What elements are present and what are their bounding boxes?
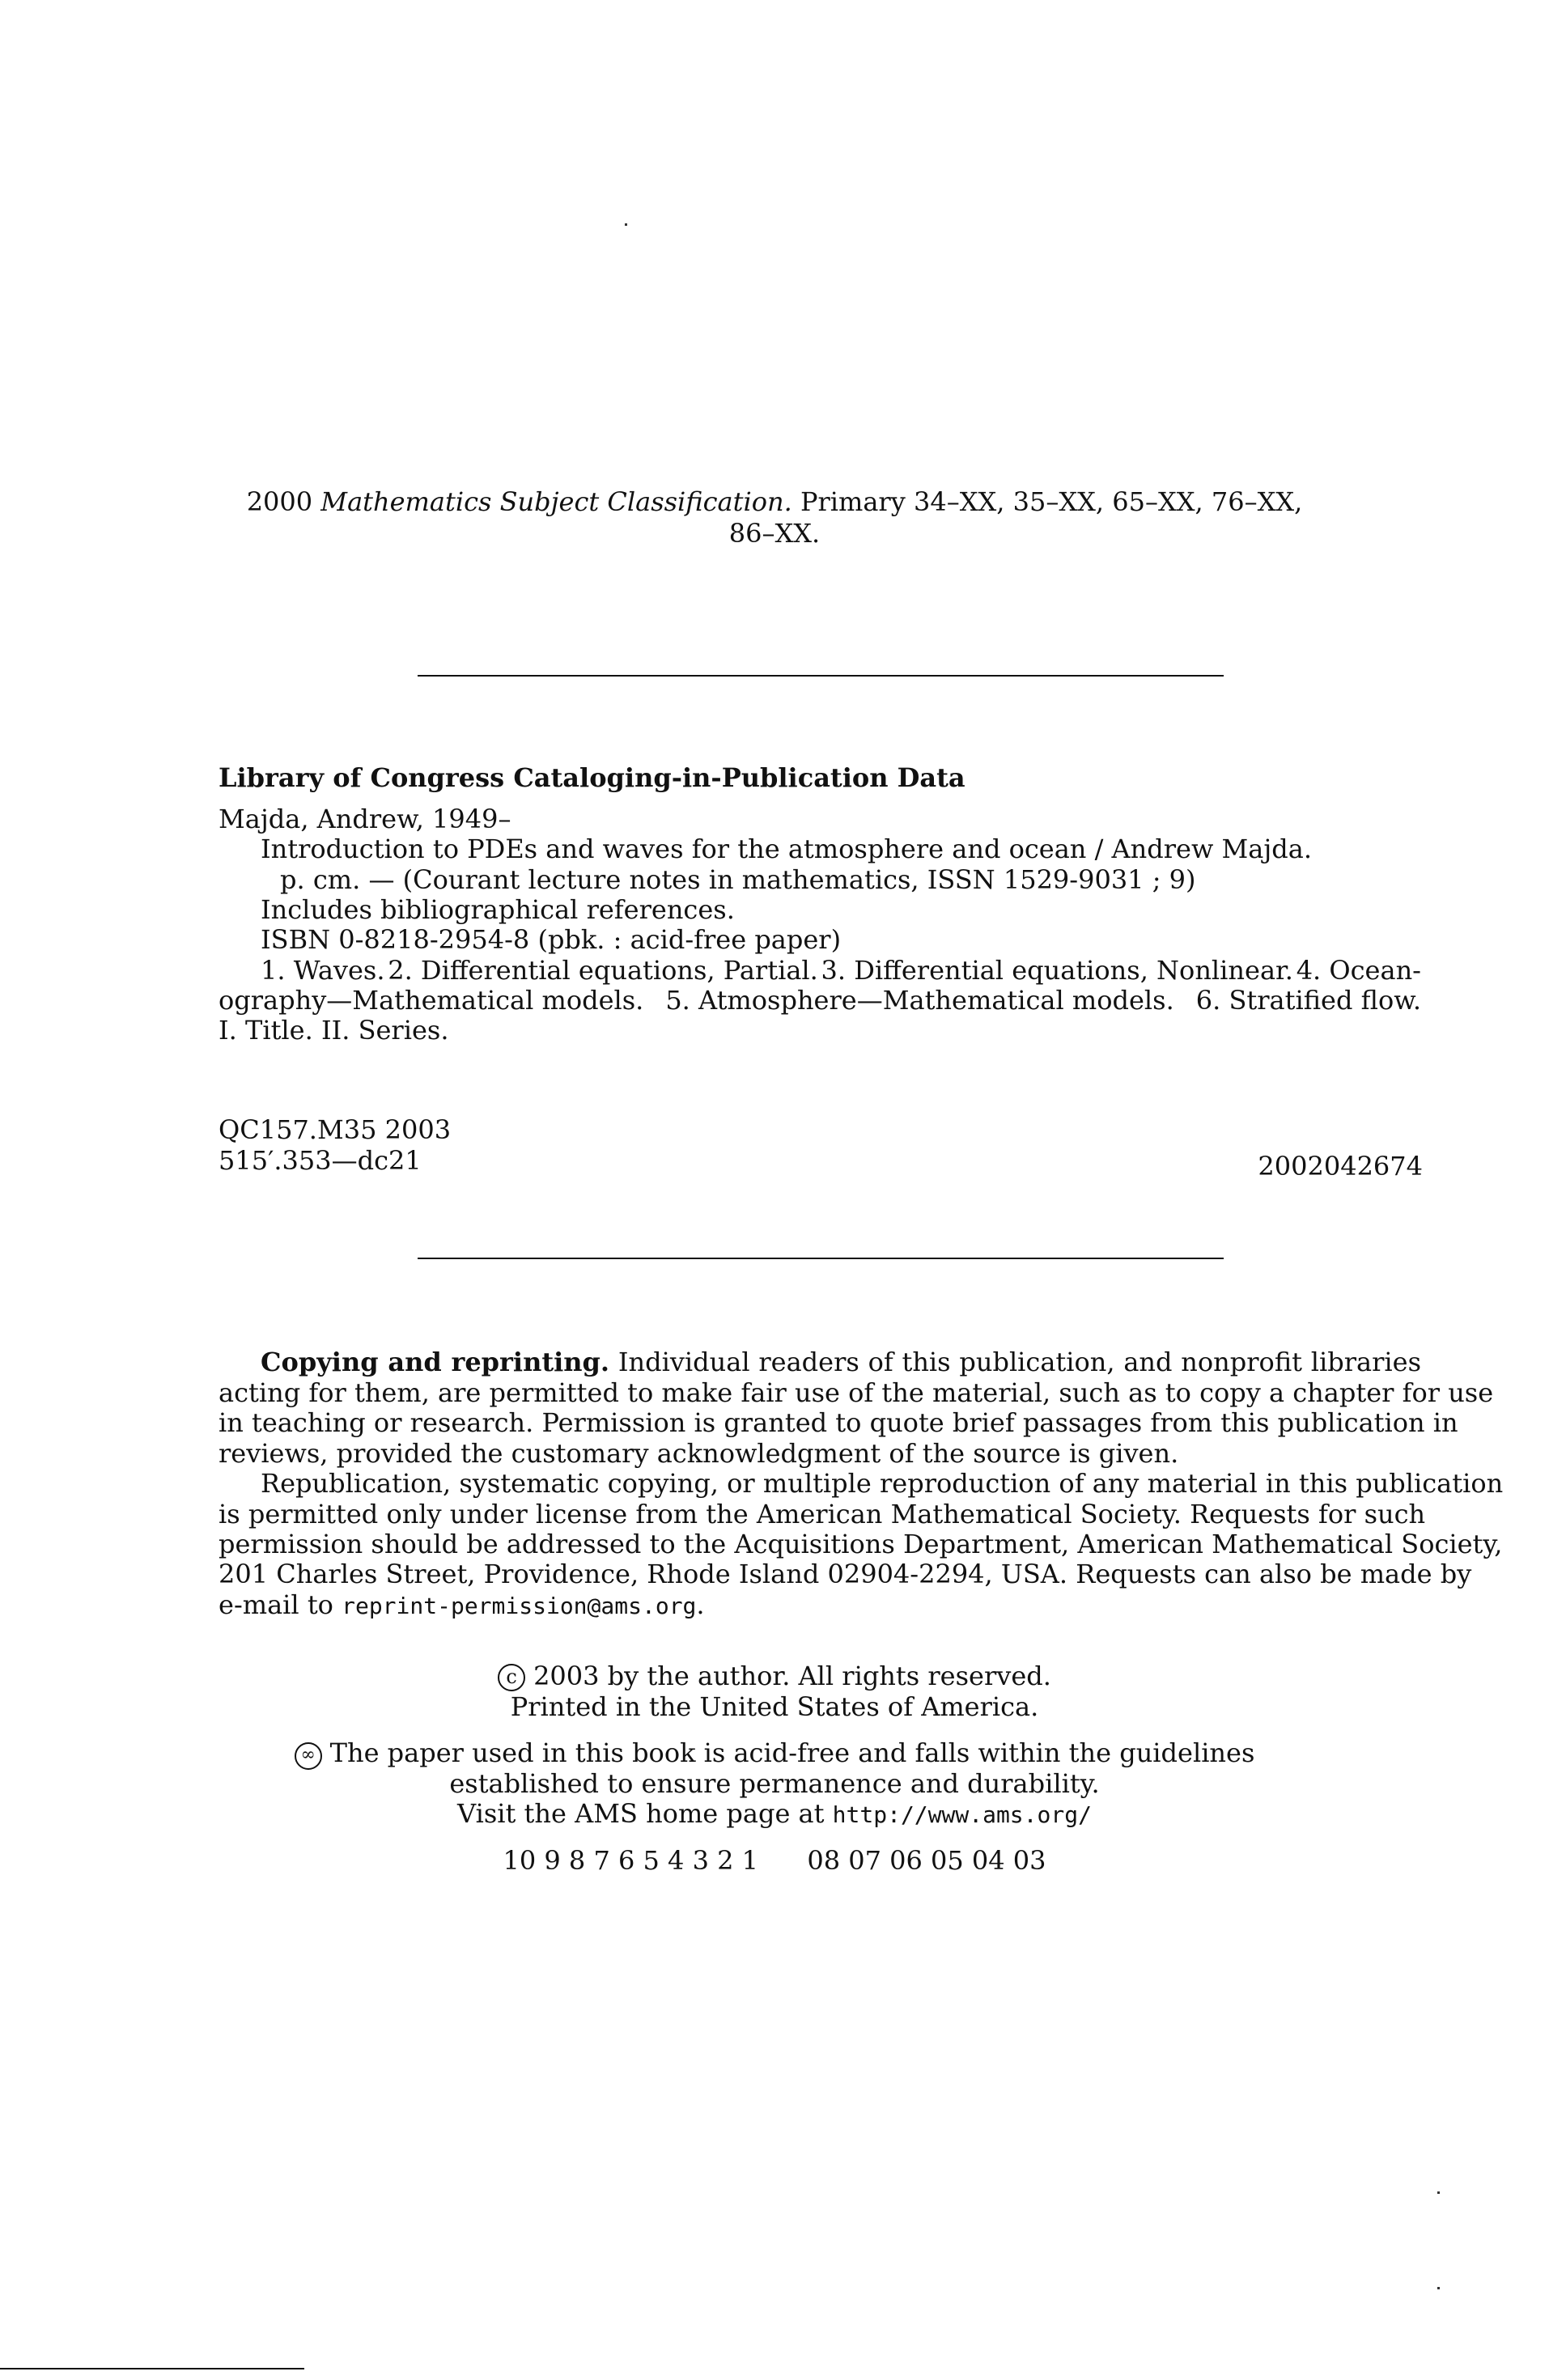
ams-homepage-line: Visit the AMS home page at http://www.ams.org/ (457, 1798, 1092, 1829)
cip-notes: Includes bibliographical references. (261, 894, 735, 925)
printing-numbers: 10 9 8 7 6 5 4 3 2 1 (503, 1845, 758, 1876)
classification-year: 2000 (246, 486, 313, 517)
cip-dewey: 515′.353—dc21 (219, 1145, 422, 1176)
cip-author: Majda, Andrew, 1949– (219, 804, 511, 834)
printing-line (162, 1846, 1387, 1876)
scan-speck (1437, 2287, 1440, 2289)
copying-paragraph-1-line-2: acting for them, are permitted to make fair use of the material, such as to copy a chapter for use (219, 1377, 1494, 1408)
cip-physical: p. cm. — (Courant lecture notes in mathematics, ISSN 1529-9031 ; 9) (280, 864, 1196, 895)
subject-classification-cont: 86–XX. (728, 518, 821, 549)
cip-subjects-line-2: ography—Mathematical models. 5. Atmosphere—Mathematical models. 6. Stratified flow. (219, 985, 1421, 1016)
copying-paragraph-2-line-2: is permitted only under license from the American Mathematical Society. Requests for such (219, 1499, 1426, 1529)
printing-years: 08 07 06 05 04 03 (807, 1845, 1046, 1876)
divider-rule-bottom (418, 1258, 1224, 1259)
subject-classification (162, 487, 1387, 517)
reprint-email-link[interactable]: reprint-permission@ams.org (342, 1593, 697, 1619)
infinity-paper-icon: ∞ (295, 1742, 322, 1770)
ams-homepage-link[interactable]: http://www.ams.org/ (832, 1801, 1092, 1828)
classification-label: Mathematics Subject Classification. (320, 486, 792, 517)
copying-paragraph-2-line-3: permission should be addressed to the Acquisitions Department, American Mathematical Society, (219, 1529, 1503, 1559)
cip-call-number: QC157.M35 2003 (219, 1114, 452, 1145)
cip-heading: Library of Congress Cataloging-in-Publication Data (219, 762, 965, 793)
cip-isbn: ISBN 0-8218-2954-8 (pbk. : acid-free paper) (261, 924, 842, 955)
paper-statement-line-2: established to ensure permanence and durability. (449, 1768, 1100, 1799)
divider-rule-top (418, 675, 1224, 677)
scan-speck (1437, 2191, 1440, 2194)
classification-codes: Primary 34–XX, 35–XX, 65–XX, 76–XX, (800, 486, 1303, 517)
copying-paragraph-2-line-5: e-mail to reprint-permission@ams.org. (219, 1589, 705, 1620)
copying-paragraph-1-line-3: in teaching or research. Permission is granted to quote brief passages from this publication in (219, 1407, 1458, 1438)
copyright-line: c 2003 by the author. All rights reserved. (162, 1661, 1387, 1691)
copying-lead: Copying and reprinting. (261, 1347, 610, 1377)
printed-in-line: Printed in the United States of America. (510, 1691, 1039, 1722)
copying-paragraph-1-line-1: Copying and reprinting. Individual readers of this publication, and nonprofit libraries (261, 1347, 1422, 1377)
scan-speck (625, 223, 627, 226)
cip-title: Introduction to PDEs and waves for the atmosphere and ocean / Andrew Majda. (261, 834, 1313, 864)
cip-subjects-line-1: 1. Waves. 2. Differential equations, Partial. 3. Differential equations, Nonlinear. 4. Ocean- (261, 955, 1421, 986)
cip-lccn: 2002042674 (1258, 1151, 1423, 1182)
copying-paragraph-1-line-4: reviews, provided the customary acknowledgment of the source is given. (219, 1438, 1179, 1469)
copying-paragraph-2-line-1: Republication, systematic copying, or multiple reproduction of any material in this publication (261, 1468, 1504, 1499)
page-edge-rule (0, 2368, 304, 2369)
copyright-icon: c (498, 1664, 525, 1691)
paper-statement-line-1: ∞ The paper used in this book is acid-free and falls within the guidelines (162, 1738, 1387, 1770)
cip-subjects-line-3: I. Title. II. Series. (219, 1015, 449, 1046)
copying-paragraph-2-line-4: 201 Charles Street, Providence, Rhode Island 02904-2294, USA. Requests can also be made by (219, 1559, 1472, 1589)
